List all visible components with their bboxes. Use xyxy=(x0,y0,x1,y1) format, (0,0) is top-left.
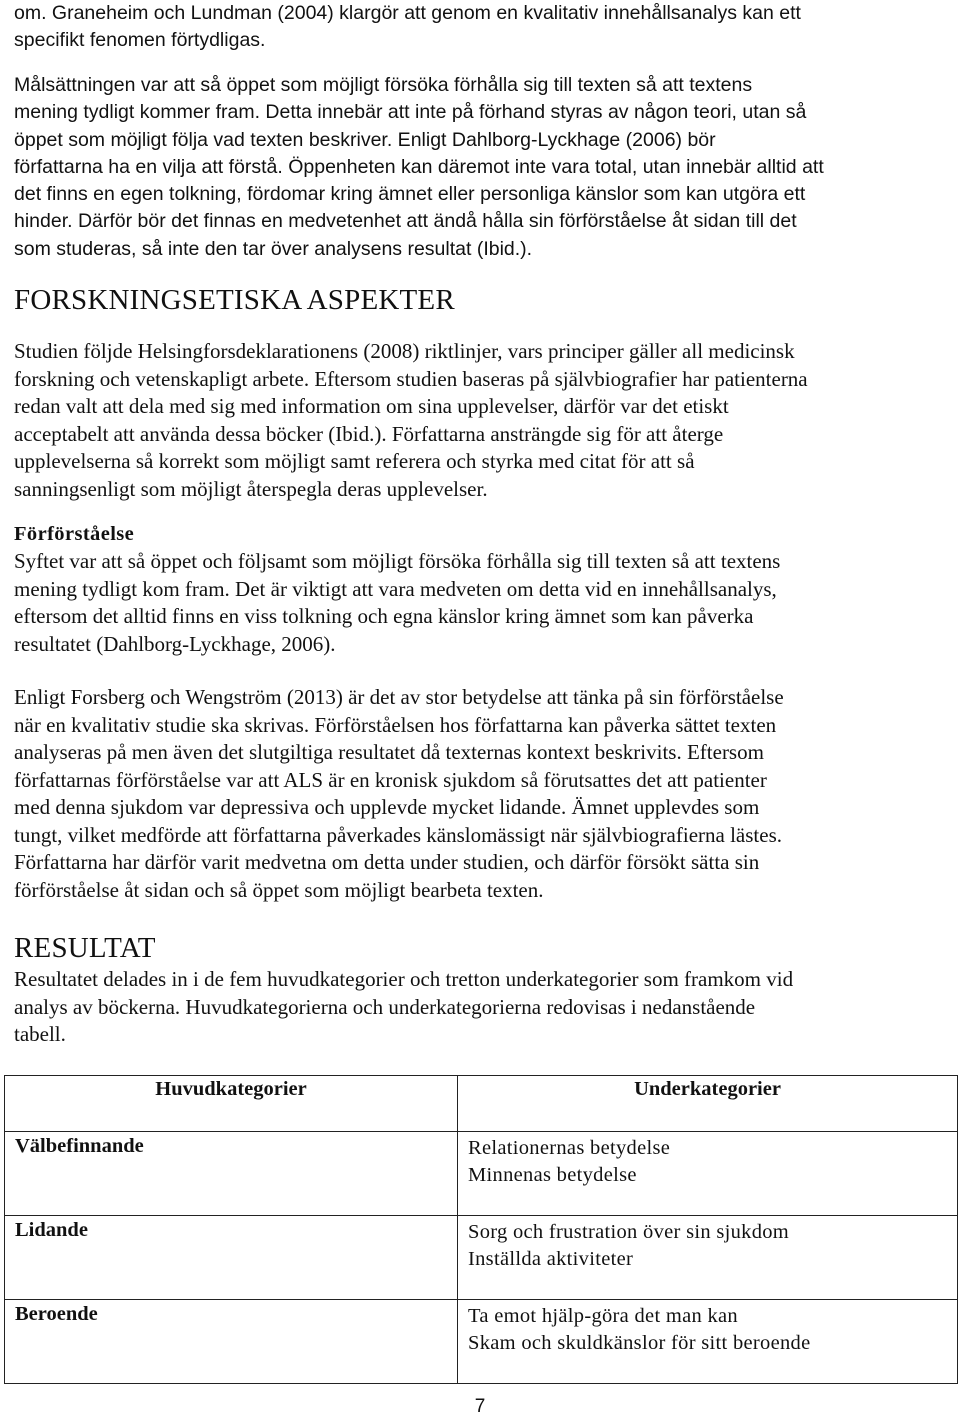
text-line: författarnas förförståelse var att ALS är en kronisk sjukdom så förutsattes det att patienter xyxy=(14,767,767,792)
text-line: Resultatet delades in i de fem huvudkategorier och tretton underkategorier som framkom vid xyxy=(14,967,794,991)
text-line: hinder. Därför bör det finnas en medvetenhet att ändå hålla sin förförståelse åt sidan till det xyxy=(14,210,797,233)
ethics-heading: FORSKNINGSETISKA ASPEKTER xyxy=(14,284,455,316)
text-line: Studien följde Helsingforsdeklarationens (2008) riktlinjer, vars principer gäller all medicinsk xyxy=(14,339,795,363)
sub-category: Relationernas betydelse xyxy=(468,1137,671,1159)
text-line: mening tydligt kom fram. Det är viktigt att vara medveten om detta vid en innehållsanalys, xyxy=(14,576,777,601)
sub-category-cell xyxy=(458,1216,958,1300)
text-line: tungt, vilket medförde att författarna påverkades känslomässigt när självbiografierna lästes. xyxy=(14,822,782,847)
text-line: Enligt Forsberg och Wengström (2013) är det av stor betydelse att tänka på sin förförståelse xyxy=(14,685,784,709)
text-line: acceptabelt att använda dessa böcker (Ibid.). Författarna ansträngde sig för att återge xyxy=(14,421,724,446)
text-line: förförståelse åt sidan och så öppet som möjligt bearbeta texten. xyxy=(14,877,544,902)
text-line: sanningsenligt som möjligt återspegla deras upplevelser. xyxy=(14,476,488,501)
text-line: Syftet var att så öppet och följsamt som möjligt försöka förhålla sig till texten så att textens xyxy=(14,549,781,573)
text-line: forskning och vetenskapligt arbete. Eftersom studien baseras på självbiografier har patienterna xyxy=(14,366,808,391)
sub-category: Skam och skuldkänslor för sitt beroende xyxy=(468,1332,811,1354)
main-category-cell: Lidande xyxy=(5,1216,458,1300)
aim-paragraph xyxy=(14,72,954,263)
text-line: analyseras på men även det slutgiltiga resultatet då texternas kontext beskrivits. Eftersom xyxy=(14,740,764,764)
text-line: Författarna har därför varit medvetna om detta under studien, och därför försökt sätta sin xyxy=(14,850,760,874)
sub-category: Inställda aktiviteter xyxy=(468,1248,634,1270)
table-header-sub: Underkategorier xyxy=(458,1076,958,1132)
text-line: med denna sjukdom var depressiva och upplevde mycket lidande. Ämnet upplevdes som xyxy=(14,795,760,819)
text-line: författarna ha en vilja att förstå. Öppenheten kan däremot inte vara total, utan innebär alltid att xyxy=(14,155,824,178)
text-line: som studeras, så inte den tar över analysens resultat (Ibid.). xyxy=(14,237,533,260)
sub-category: Sorg och frustration över sin sjukdom xyxy=(468,1221,790,1243)
table-header-row xyxy=(5,1076,958,1132)
text-line: redan valt att dela med sig med information om sina upplevelser, därför var det etiskt xyxy=(14,394,729,418)
sub-category-cell xyxy=(458,1132,958,1216)
text-line: upplevelserna så korrekt som möjligt samt referera och styrka med citat för att så xyxy=(14,449,695,473)
preunderstanding-paragraph-2 xyxy=(14,684,954,904)
text-line: det finns en egen tolkning, fördomar kring ämnet eller personliga känslor som kan utgöra ett xyxy=(14,183,806,206)
text-line: om. Graneheim och Lundman (2004) klargör att genom en kvalitativ innehållsanalys kan ett xyxy=(14,2,801,24)
sub-category: Minnenas betydelse xyxy=(468,1164,637,1186)
category-table xyxy=(4,1075,958,1384)
text-line: eftersom det alltid finns en viss tolkning och egna känslor kring ämnet som kan påverka xyxy=(14,604,754,628)
text-line: när en kvalitativ studie ska skrivas. Förförståelsen hos författarna kan påverka sättet texten xyxy=(14,712,777,737)
results-heading: RESULTAT xyxy=(14,932,156,964)
preunderstanding-paragraph-1 xyxy=(14,548,954,658)
preunderstanding-heading: Förförståelse xyxy=(14,523,135,545)
table-header-main: Huvudkategorier xyxy=(5,1076,458,1132)
text-line: Målsättningen var att så öppet som möjligt försöka förhålla sig till texten så att textens xyxy=(14,74,753,96)
intro-paragraph xyxy=(14,0,954,55)
sub-category-cell xyxy=(458,1300,958,1384)
table-row xyxy=(5,1216,958,1300)
results-paragraph xyxy=(14,966,954,1049)
main-category-cell: Välbefinnande xyxy=(5,1132,458,1216)
text-line: mening tydligt kommer fram. Detta innebär att inte på förhand styras av någon teori, utan så xyxy=(14,101,807,124)
text-line: öppet som möjligt följa vad texten beskriver. Enligt Dahlborg-Lyckhage (2006) bör xyxy=(14,128,716,151)
text-line: specifikt fenomen förtydligas. xyxy=(14,29,266,52)
table-row xyxy=(5,1300,958,1384)
page-number: 7 xyxy=(474,1396,486,1417)
sub-category: Ta emot hjälp-göra det man kan xyxy=(468,1305,738,1327)
ethics-paragraph xyxy=(14,338,954,503)
text-line: tabell. xyxy=(14,1022,66,1046)
table-row xyxy=(5,1132,958,1216)
text-line: resultatet (Dahlborg-Lyckhage, 2006). xyxy=(14,631,336,656)
text-line: analys av böckerna. Huvudkategorierna och underkategorierna redovisas i nedanstående xyxy=(14,994,756,1019)
main-category-cell: Beroende xyxy=(5,1300,458,1384)
